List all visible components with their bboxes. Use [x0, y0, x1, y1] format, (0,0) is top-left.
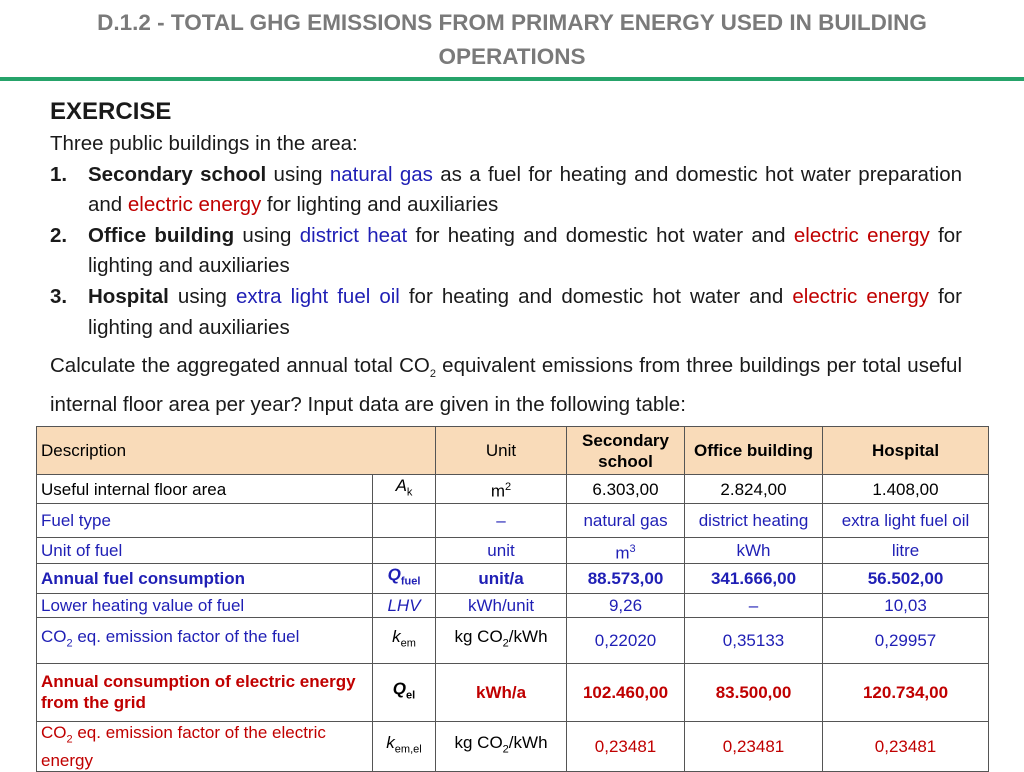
row-unit: kWh/a — [436, 663, 567, 721]
slide-title — [40, 6, 984, 74]
cell-secondary-school: 9,26 — [567, 593, 685, 617]
calc-text: Calculate the aggregated annual total CO — [50, 354, 430, 378]
table-row — [37, 617, 989, 663]
header-hospital: Hospital — [823, 427, 989, 475]
list-number: 1. — [50, 162, 68, 186]
item-text: for lighting and auxiliaries — [88, 284, 962, 339]
table-row — [37, 538, 989, 564]
row-label: Annual fuel consumption — [37, 564, 373, 593]
list-item — [50, 160, 962, 221]
table-row — [37, 564, 989, 593]
row-symbol: $Q_{el}$ — [373, 663, 436, 721]
row-unit: – — [436, 504, 567, 538]
fuel-name: natural gas — [329, 162, 433, 186]
cell-office-building: 341.666,00 — [685, 564, 823, 593]
list-item — [50, 282, 962, 343]
input-data-table — [36, 426, 989, 772]
item-text: for heating and domestic hot water and — [399, 284, 793, 308]
cell-office-building: – — [685, 593, 823, 617]
row-symbol — [373, 504, 436, 538]
cell-hospital: litre — [823, 538, 989, 564]
row-symbol: LHV — [373, 593, 436, 617]
cell-secondary-school: natural gas — [567, 504, 685, 538]
row-label: Unit of fuel — [37, 538, 373, 564]
header-description: Description — [37, 427, 436, 475]
fuel-name: district heat — [299, 223, 408, 247]
electric-energy-text: electric energy — [127, 193, 262, 217]
cell-secondary-school: $m^3$ — [567, 538, 685, 564]
item-text: using — [234, 223, 300, 247]
cell-office-building: 83.500,00 — [685, 663, 823, 721]
building-name: Office building — [88, 223, 235, 247]
table-header-row — [37, 427, 989, 475]
cell-office-building: 0,35133 — [685, 617, 823, 663]
row-label: Lower heating value of fuel — [37, 593, 373, 617]
table-row — [37, 721, 989, 771]
header-unit: Unit — [436, 427, 567, 475]
row-symbol — [373, 538, 436, 564]
cell-secondary-school: 6.303,00 — [567, 475, 685, 504]
cell-hospital: 120.734,00 — [823, 663, 989, 721]
row-unit: unit — [436, 538, 567, 564]
row-unit: $m^2$ — [436, 475, 567, 504]
row-label: $CO_2$ eq. emission factor of the fuel — [37, 617, 373, 663]
calc-text: equivalent emissions from three buildings per total useful internal floor area per year? Input data are given in the following table: — [50, 354, 962, 416]
row-symbol: $A_k$ — [373, 475, 436, 504]
row-symbol: $Q_{fuel}$ — [373, 564, 436, 593]
table-row — [37, 593, 989, 617]
exercise-intro: Three public buildings in the area: — [50, 132, 358, 155]
row-unit: unit/a — [436, 564, 567, 593]
building-name: Hospital — [88, 284, 169, 308]
cell-secondary-school: 102.460,00 — [567, 663, 685, 721]
row-symbol: $k_{em,el}$ — [373, 721, 436, 771]
fuel-name: extra light fuel oil — [235, 284, 400, 308]
row-unit: kg $CO_2$/kWh — [436, 721, 567, 771]
building-name: Secondary school — [88, 162, 267, 186]
title-line-2: OPERATIONS — [438, 44, 586, 69]
cell-hospital: 0,29957 — [823, 617, 989, 663]
title-divider — [0, 77, 1024, 81]
item-text: using — [266, 162, 330, 186]
exercise-heading: EXERCISE — [50, 98, 172, 125]
row-label: $CO_2$ eq. emission factor of the electric energy — [37, 721, 373, 771]
cell-office-building: 2.824,00 — [685, 475, 823, 504]
row-label: Fuel type — [37, 504, 373, 538]
electric-energy-text: electric energy — [793, 223, 930, 247]
header-secondary-school: Secondary school — [567, 427, 685, 475]
calculation-prompt — [50, 351, 962, 420]
cell-office-building: 0,23481 — [685, 721, 823, 771]
header-office-building: Office building — [685, 427, 823, 475]
row-unit: kWh/unit — [436, 593, 567, 617]
cell-office-building: district heating — [685, 504, 823, 538]
item-text: using — [168, 284, 236, 308]
item-text: for lighting and auxiliaries — [261, 193, 499, 217]
title-line-1: D.1.2 - TOTAL GHG EMISSIONS FROM PRIMARY ENERGY USED IN BUILDING — [97, 10, 927, 35]
row-label: Useful internal floor area — [37, 475, 373, 504]
cell-office-building: kWh — [685, 538, 823, 564]
list-number: 3. — [50, 284, 68, 308]
item-text: as a fuel for heating and domestic hot water preparation and — [88, 162, 962, 217]
cell-hospital: 1.408,00 — [823, 475, 989, 504]
list-number: 2. — [50, 223, 68, 247]
list-item — [50, 221, 962, 282]
row-label: Annual consumption of electric energy from the grid — [37, 663, 373, 721]
cell-secondary-school: 0,23481 — [567, 721, 685, 771]
item-text: for lighting and auxiliaries — [88, 223, 963, 278]
cell-hospital: extra light fuel oil — [823, 504, 989, 538]
exercise-section — [50, 95, 962, 420]
cell-secondary-school: 88.573,00 — [567, 564, 685, 593]
electric-energy-text: electric energy — [792, 284, 930, 308]
cell-secondary-school: 0,22020 — [567, 617, 685, 663]
cell-hospital: 0,23481 — [823, 721, 989, 771]
row-symbol: $k_{em}$ — [373, 617, 436, 663]
calc-subscript: 2 — [429, 368, 436, 381]
cell-hospital: 56.502,00 — [823, 564, 989, 593]
table-row — [37, 663, 989, 721]
cell-hospital: 10,03 — [823, 593, 989, 617]
row-unit: kg $CO_2$/kWh — [436, 617, 567, 663]
item-text: for heating and domestic hot water and — [407, 223, 794, 247]
table-row — [37, 475, 989, 504]
table-row — [37, 504, 989, 538]
